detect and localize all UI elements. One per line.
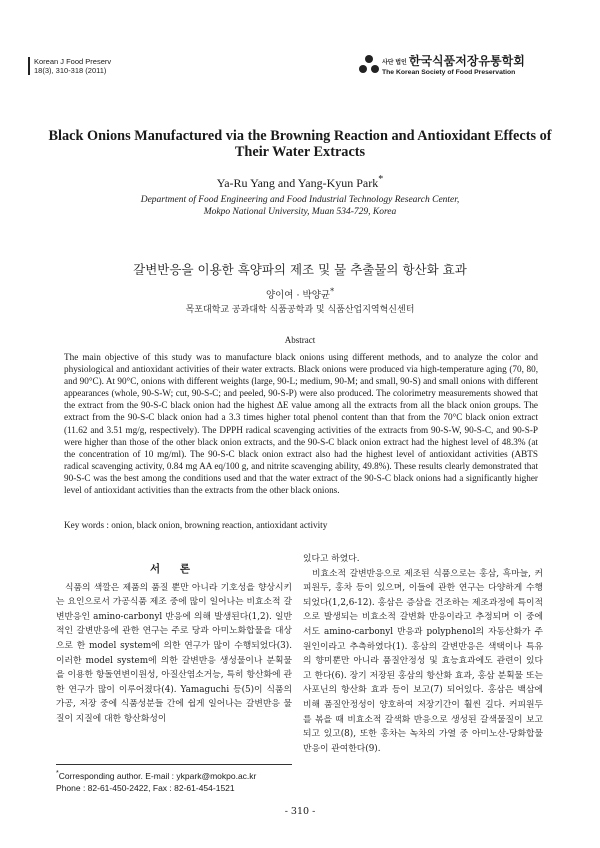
abstract-text: The main objective of this study was to manufacture black onions using different methods, and to analyze the color and physiological and antioxidant activities of their water extracts. Black onions were produced via high-temperature aging (70, 80, and 90°C). At 90°C, onions with different weights (large, 90-L; medium, 90-M; and small, 90-S) and small onions with different appearances (whole, 90-S-W; cut, 90-S-C; and peeled, 90-S-P) were also produced. The colorimetry measurements showed that the extract from the 90-S-C black onion had the highest ΔE value among all the extracts from all the black onion groups. The extract from the 90-S-C black onion had a 3.3 times higher total phenol content than that from the 70°C black onion extract (11.62 and 3.51 mg/g, respectively). The DPPH radical scavenging activities of the extracts from 90-S-W, 90-S-C, and 90-S-P were higher than those of the other black onion extracts, and the 90-S-C black onion extract had the highest level of 48.3% (at the concentration of 10 mg/ml). The 90-S-C black onion extract also had the highest level of antioxidant activities (ABTS radical scavenging activity, 0.84 mg AA eq/100 g, and nitrite scavenging ability, 49.8%). These results clearly demonstrated that 90-S-C was the best among the conditions used and that the water extract of the 90-S-C black onions had a significantly higher level of antioxidant activities than the extracts from the other black onions. (64, 352, 538, 496)
affiliation-line2: Mokpo National University, Muan 534-729, Korea (203, 207, 397, 217)
society-logo-icon (358, 54, 380, 74)
journal-name: Korean J Food Preserv (34, 57, 112, 66)
affiliation (0, 194, 600, 218)
korean-author-names: 양이여 · 박양균 (265, 290, 331, 302)
society-name-english: The Korean Society of Food Preservation (382, 69, 516, 76)
paper-authors (0, 174, 600, 191)
paper-title: Black Onions Manufactured via the Browning Reaction and Antioxidant Effects of Their Water Extracts (48, 128, 552, 160)
footnote-phone: Phone : 82-61-450-2422, Fax : 82-61-454-1521 (56, 782, 235, 793)
body-column-left (56, 562, 292, 727)
society-name-korean (382, 52, 525, 69)
korean-authors (0, 287, 600, 301)
keywords-label: Key words : (64, 520, 109, 530)
section-heading-introduction: 서 론 (150, 563, 198, 575)
journal-volume: 18(3), 310-318 (2011) (34, 66, 107, 75)
society-prefix: 사단 법인 (382, 60, 407, 67)
journal-citation (28, 57, 111, 75)
abstract-heading: Abstract (284, 335, 316, 345)
keywords (64, 520, 538, 530)
page-number: - 310 - (284, 806, 316, 817)
affiliation-line1: Department of Food Engineering and Food Industrial Technology Research Center, (140, 195, 460, 205)
footnote-email-text: Corresponding author. E-mail : ykpark@mokpo.ac.kr (58, 770, 257, 781)
body-paragraph: 비효소적 갈변반응으로 제조된 식품으로는 홍삼, 흑마늘, 커피원두, 홍차 등이 있으며, 이들에 관한 연구는 다양하게 수행되었다(1,2,6-12). 홍삼은 증삼을 건조하는 제조과정에 특이적으로 발생되는 비효소적 갈변화 반응이라고 추정되며 이 중에서도 amino-carbonyl 반응과 polyphenol의 자동산화가 주원인이라고 추측하였다(1). 홍삼의 갈변반응은 색택이나 특유의 향미뿐만 아니라 품질안정성 및 효능효과에도 관련이 있다고 한다(6). 장기 저장된 홍삼의 항산화 효과, 홍삼 분획물 또는 사포닌의 항산화 효과 등이 보고(7) 되어있다. 홍삼은 백삼에 비해 품질안정성이 양호하여 저장기간이 훨씬 길다. 커피원두를 볶을 때 비효소적 갈색화 반응으로 생성된 갈색물질이 보고되고 있고(8), 또한 홍차는 녹차의 가열 중 아미노산-당화합물반응이 관여한다(9). (303, 568, 543, 754)
body-column-right (303, 552, 543, 756)
korean-affiliation: 목포대학교 공과대학 식품공학과 및 식품산업지역혁신센터 (185, 305, 415, 315)
footnote-email (56, 767, 292, 782)
korean-title: 갈변반응을 이용한 흑양파의 제조 및 물 추출물의 항산화 효과 (133, 262, 467, 277)
corresponding-mark: * (378, 174, 384, 185)
society-korean-label: 한국식품저장유통학회 (408, 54, 525, 68)
body-paragraph-continued: 있다고 하였다. (303, 554, 360, 564)
korean-corresponding-mark: * (330, 287, 335, 296)
footnote-mark: * (56, 769, 59, 777)
body-paragraph: 식품의 색깔은 제품의 품질 뿐만 아니라 기호성을 향상시키는 요인으로서 가공식품 제조 중에 많이 일어나는 비효소적 갈변반응인 amino-carbonyl 반응에 의해 발생된다(1,2). 일반적인 갈변반응에 관한 연구는 주로 당과 아미노화합물을 대상으로 한 model system에 의한 연구가 많이 수행되었다(3). 이러한 model system에 의한 갈변반응 생성물이나 분획물을 이용한 항돌연변이원성, 아질산염소거능, 특히 항산화에 관한 연구가 많이 이루어졌다(4). Yamaguchi 등(5)이 식품의 가공, 저장 중에 식품성분들 간에 쉽게 일어나는 갈변반응 물질이 지질에 대한 항산화성이 (56, 582, 292, 724)
keywords-list: onion, black onion, browning reaction, antioxidant activity (111, 520, 328, 530)
corresponding-footnote (56, 764, 292, 794)
author-names: Ya-Ru Yang and Yang-Kyun Park (216, 176, 379, 190)
